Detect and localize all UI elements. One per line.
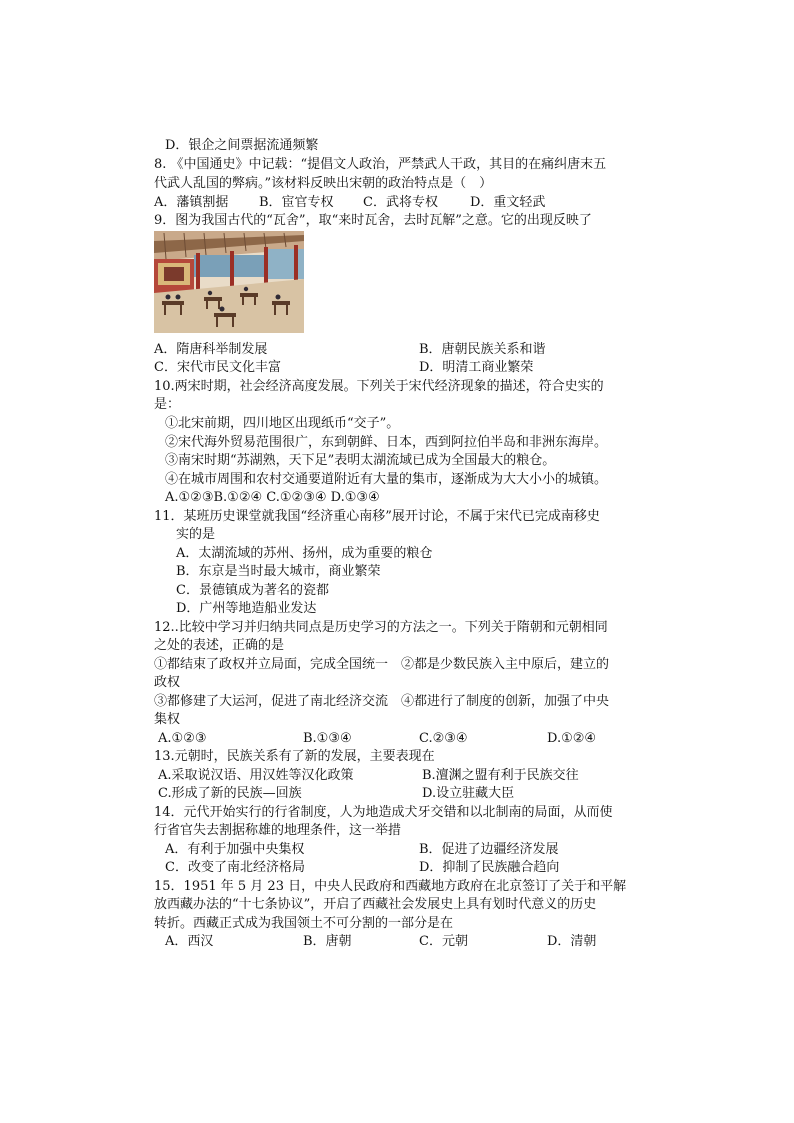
q15-stem-line1: 15．1951 年 5 月 23 日，中央人民政府和西藏地方政府在北京签订了关于和平解 — [154, 879, 627, 894]
q13-option-a: A.采取说汉语、用汉姓等汉化政策 — [158, 768, 354, 783]
q10-stem-line2: 是： — [154, 397, 181, 412]
q10-statement-1: ①北宋前期，四川地区出现纸币“交子”。 — [165, 416, 400, 431]
q12-stem-line1: 12..比较中学习并归纳共同点是历史学习的方法之一。下列关于隋朝和元朝相同 — [154, 620, 608, 635]
q15-option-d: D．清朝 — [547, 934, 597, 949]
q9-option-d: D．明清工商业繁荣 — [419, 360, 534, 375]
q15-stem-line2: 放西藏办法的“十七条协议”，开启了西藏社会发展史上具有划时代意义的历史 — [154, 897, 597, 912]
q13-option-b: B.澶渊之盟有利于民族交往 — [422, 768, 579, 783]
q10-options: A.①②③B.①②④ C.①②③④ D.①③④ — [165, 490, 380, 505]
q9-option-a: A．隋唐科举制发展 — [154, 342, 268, 357]
q12-statement-line3: ①都结束了政权并立局面，完成全国统一 ②都是少数民族入主中原后，建立的 — [154, 657, 610, 672]
q11-option-d: D．广州等地造船业发达 — [176, 601, 317, 616]
q10-stem-line1: 10.两宋时期，社会经济高度发展。下列关于宋代经济现象的描述，符合史实的 — [154, 379, 604, 394]
q11-option-a: A．太湖流域的苏州、扬州，成为重要的粮仓 — [176, 546, 433, 561]
q14-option-a: A．有利于加强中央集权 — [165, 842, 305, 857]
q9-option-c: C．宋代市民文化丰富 — [154, 360, 281, 375]
q11-stem-line2: 实的是 — [176, 527, 216, 542]
q12-option-b: B.①③④ — [303, 731, 352, 746]
q14-option-c: C．改变了南北经济格局 — [165, 860, 305, 875]
q15-option-b: B．唐朝 — [303, 934, 352, 949]
wa-she-illustration-icon — [154, 231, 304, 333]
q14-stem-line1: 14．元代开始实行的行省制度，人为地造成犬牙交错和以北制南的局面，从而使 — [154, 805, 613, 820]
q8-option-d: D．重文轻武 — [470, 195, 546, 210]
q15-option-a: A．西汉 — [165, 934, 214, 949]
q8-stem-line1: 8. 《中国通史》中记载：“提倡文人政治，严禁武人干政，其目的在痛纠唐末五 — [154, 157, 607, 172]
q10-statement-3: ③南宋时期“苏湖熟，天下足”表明太湖流域已成为全国最大的粮仓。 — [165, 453, 556, 468]
q10-statement-2: ②宋代海外贸易范围很广，东到朝鲜、日本，西到阿拉伯半岛和非洲东海岸。 — [165, 435, 608, 450]
q12-option-c: C.②③④ — [419, 731, 468, 746]
q13-option-c: C.形成了新的民族—回族 — [158, 786, 302, 801]
q8-stem-line2: 代武人乱国的弊病。”该材料反映出宋朝的政治特点是（ ） — [154, 176, 493, 191]
q13-option-d: D.设立驻藏大臣 — [422, 786, 515, 801]
q12-stem-line2: 之处的表述，正确的是 — [154, 638, 285, 653]
q14-stem-line2: 行省官失去割据称雄的地理条件，这一举措 — [154, 823, 402, 838]
q14-option-b: B．促进了边疆经济发展 — [419, 842, 559, 857]
q11-stem-line1: 11．某班历史课堂就我国“经济重心南移”展开讨论，不属于宋代已完成南移史 — [154, 509, 600, 524]
q12-option-a: A.①②③ — [158, 731, 207, 746]
q8-option-a: A．藩镇割据 — [154, 195, 229, 210]
q12-statement-line5: ③都修建了大运河，促进了南北经济交流 ④都进行了制度的创新，加强了中央 — [154, 694, 610, 709]
q12-option-d: D.①②④ — [547, 731, 597, 746]
q15-stem-line3: 转折。西藏正式成为我国领土不可分割的一部分是在 — [154, 916, 454, 931]
q8-option-c: C．武将专权 — [363, 195, 438, 210]
q11-option-b: B．东京是当时最大城市，商业繁荣 — [176, 564, 381, 579]
q15-option-c: C．元朝 — [419, 934, 468, 949]
q11-option-c: C．景德镇成为著名的瓷都 — [176, 583, 329, 598]
q9-stem-line1: 9．图为我国古代的“瓦舍”，取“来时瓦舍，去时瓦解”之意。它的出现反映了 — [154, 213, 592, 228]
q7-option-d: D．银企之间票据流通频繁 — [165, 138, 319, 153]
q9-option-b: B．唐朝民族关系和谐 — [419, 342, 546, 357]
q12-statement-line6: 集权 — [154, 712, 181, 727]
q13-stem: 13.元朝时，民族关系有了新的发展，主要表现在 — [154, 749, 435, 764]
q10-statement-4: ④在城市周围和农村交通要道附近有大量的集市，逐渐成为大大小小的城镇。 — [165, 472, 608, 487]
q8-option-b: B．宦官专权 — [259, 195, 334, 210]
q12-statement-line4: 政权 — [154, 675, 181, 690]
q14-option-d: D．抑制了民族融合趋向 — [419, 860, 560, 875]
